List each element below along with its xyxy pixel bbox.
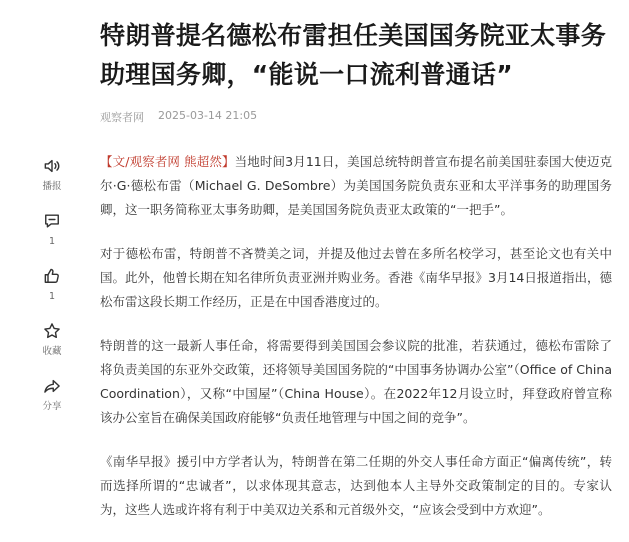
like-button[interactable] (34, 266, 70, 303)
article-source[interactable]: 观察者网 (100, 111, 144, 124)
favorite-button[interactable] (34, 321, 70, 358)
favorite-label: 收藏 (42, 346, 62, 357)
like-count: 1 (48, 291, 56, 302)
star-icon (42, 321, 62, 341)
comment-button[interactable] (34, 211, 70, 248)
article-paragraph: 特朗普的这一最新人事任命，将需要得到美国国会参议院的批准，若获通过，德松布雷除了将负责美国的东亚外交政策，还将领导美国国务院的“中国事务协调办公室”（Office of China Coordination），又称“中国屋”（China House）。在2022年12月设立时，拜登政府曾宣称该办公室旨在确保美国政府能够“负责任地管理与中国之间的竞争”。 (100, 338, 612, 425)
article-body (100, 150, 612, 542)
share-button[interactable] (34, 376, 70, 413)
paragraph-text: 当地时间3月11日，美国总统特朗普宣布提名前美国驻泰国大使迈克尔·G·德松布雷（Michael G. DeSombre）为美国国务院负责东亚和太平洋事务的助理国务卿，这一职务简称亚太事务助卿，是美国国务院负责亚太政策的“一把手”。 (100, 154, 612, 217)
comment-icon (42, 211, 62, 231)
article-paragraph: 《南华早报》援引中方学者认为，特朗普在第二任期的外交人事任命方面正“偏离传统”，转而选择所谓的“忠诚者”，以求体现其意志，达到他本人主导外交政策制定的目的。专家认为，这些人选或许将有利于中美双边关系和元首级外交，“应该会受到中方欢迎”。 (100, 454, 612, 517)
action-sidebar (34, 150, 70, 413)
article-byline: 【文/观察者网 熊超然】 (100, 154, 235, 169)
article-title: 特朗普提名德松布雷担任美国国务院亚太事务助理国务卿，“能说一口流利普通话” (100, 21, 607, 89)
comment-count: 1 (48, 236, 56, 247)
share-icon (42, 376, 62, 396)
listen-label: 播报 (42, 181, 62, 192)
share-label: 分享 (42, 401, 62, 412)
thumbs-up-icon (42, 266, 62, 286)
article-paragraph (100, 150, 612, 222)
article-meta (100, 109, 257, 125)
listen-button[interactable] (34, 156, 70, 193)
article-datetime: 2025-03-14 21:05 (158, 109, 258, 122)
article-paragraph: 对于德松布雷，特朗普不吝赞美之词，并提及他过去曾在多所名校学习，甚至论文也有关中国。此外，他曾长期在知名律所负责亚洲并购业务。香港《南华早报》3月14日报道指出，德松布雷这段长期工作经历，正是在中国香港度过的。 (100, 246, 612, 309)
speaker-icon (42, 156, 62, 176)
